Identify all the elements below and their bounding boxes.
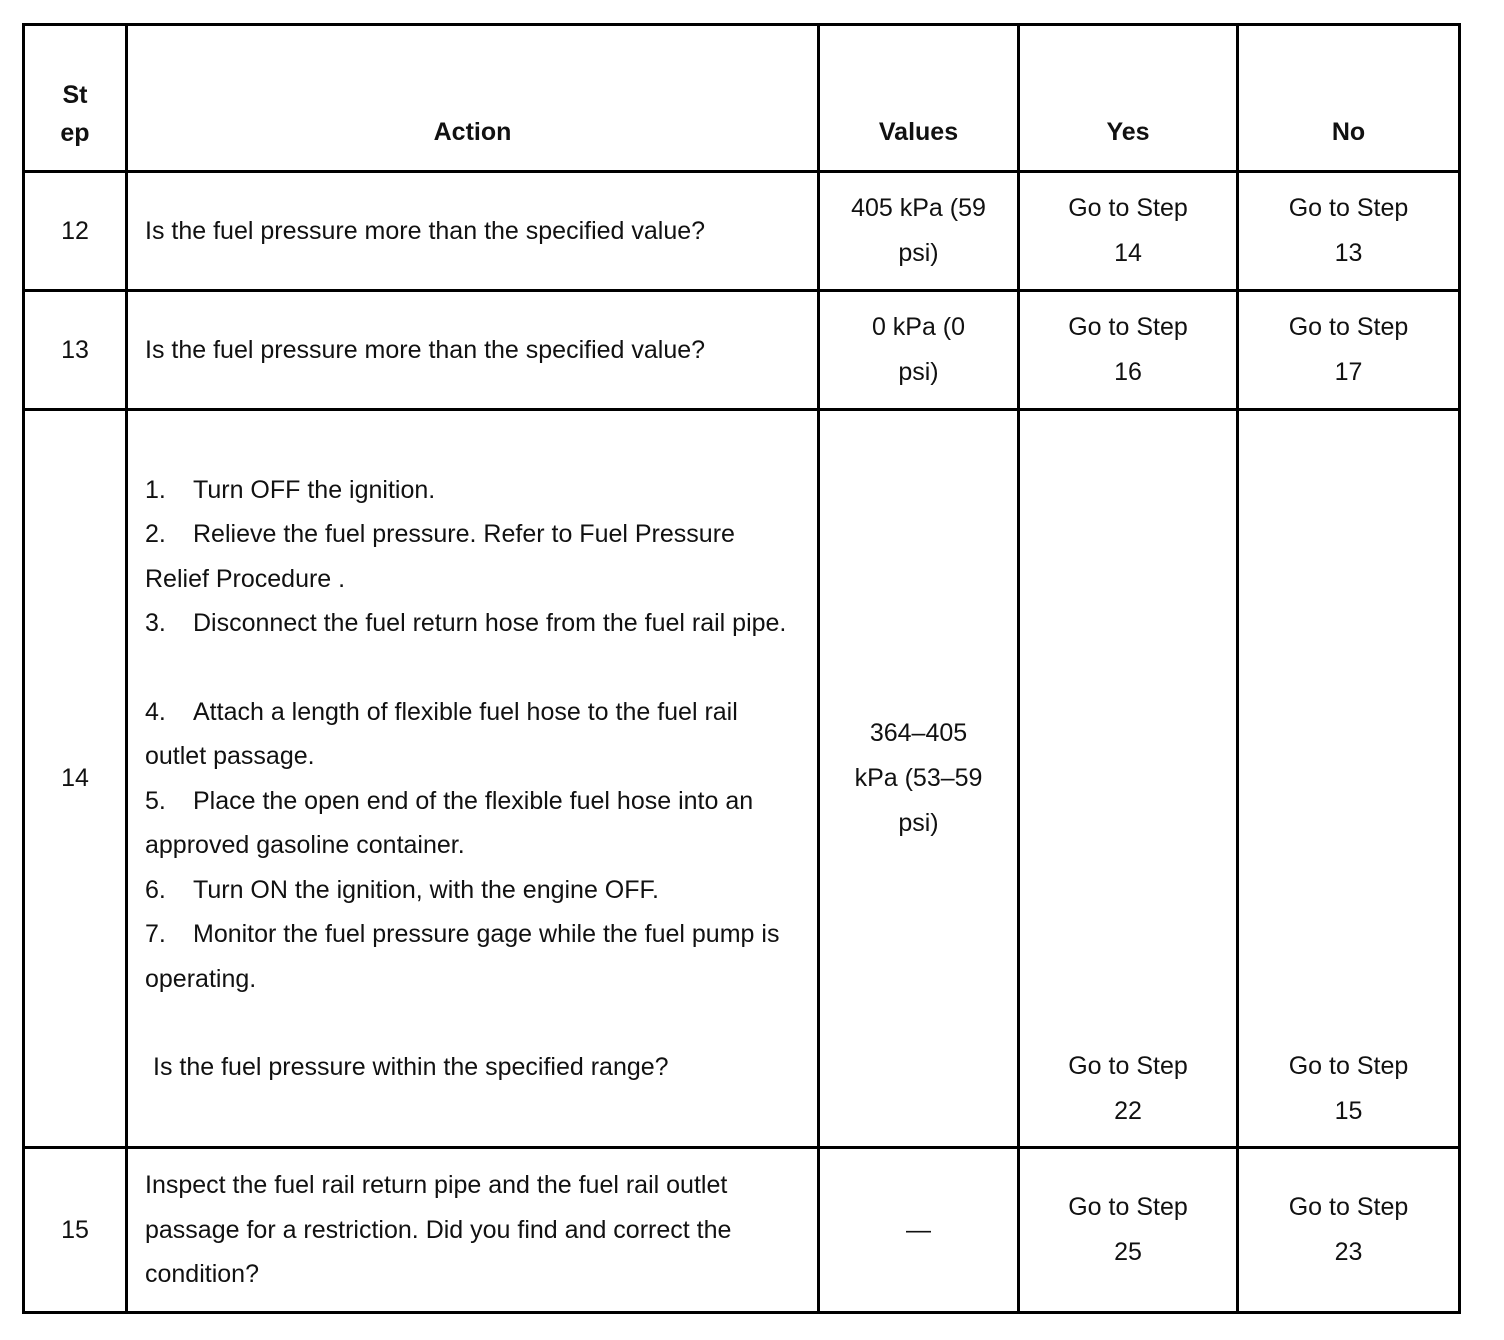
table-row: [24, 410, 1460, 1148]
header-action: Action: [127, 25, 819, 172]
header-no: No: [1238, 25, 1460, 172]
no-cell: Go to Step 23: [1238, 1148, 1460, 1313]
no-cell: Go to Step 15: [1238, 410, 1460, 1148]
substep: 7. Monitor the fuel pressure gage while the fuel pump is operating.: [145, 920, 780, 993]
values-cell: 364–405 kPa (53–59 psi): [819, 410, 1019, 1148]
question: Is the fuel pressure within the specified range?: [153, 1053, 669, 1081]
values-cell: —: [819, 1148, 1019, 1313]
header-row: [24, 25, 1460, 172]
step-number: 13: [24, 291, 127, 410]
step-number: 15: [24, 1148, 127, 1313]
yes-cell: Go to Step 16: [1019, 291, 1238, 410]
substep: 2. Relieve the fuel pressure. Refer to Fuel Pressure Relief Procedure .: [145, 520, 735, 593]
action-cell: [127, 410, 819, 1148]
substep: 6. Turn ON the ignition, with the engine OFF.: [145, 875, 659, 904]
yes-cell: Go to Step 25: [1019, 1148, 1238, 1313]
table-row: [24, 172, 1460, 291]
spacer: [145, 1001, 787, 1045]
yes-cell: Go to Step 14: [1019, 172, 1238, 291]
action-cell: Is the fuel pressure more than the specified value?: [127, 291, 819, 410]
diagnostic-table: [22, 23, 1461, 1314]
table-row: [24, 291, 1460, 410]
substep: 4. Attach a length of flexible fuel hose to the fuel rail outlet passage.: [145, 697, 738, 770]
no-cell: Go to Step 13: [1238, 172, 1460, 291]
header-yes: Yes: [1019, 25, 1238, 172]
header-step: St ep: [24, 25, 127, 172]
substep: 1. Turn OFF the ignition.: [145, 475, 436, 504]
action-cell: Inspect the fuel rail return pipe and the fuel rail outlet passage for a restriction. Did you find and correct the condition?: [127, 1148, 819, 1313]
header-values: Values: [819, 25, 1019, 172]
values-cell: 405 kPa (59 psi): [819, 172, 1019, 291]
substep: 3. Disconnect the fuel return hose from the fuel rail pipe.: [145, 609, 787, 637]
yes-cell: Go to Step 22: [1019, 410, 1238, 1148]
action-cell: Is the fuel pressure more than the specified value?: [127, 172, 819, 291]
step-number: 12: [24, 172, 127, 291]
values-cell: 0 kPa (0 psi): [819, 291, 1019, 410]
table-row: [24, 1148, 1460, 1313]
spacer: [145, 646, 787, 690]
substep: 5. Place the open end of the flexible fuel hose into an approved gasoline container.: [145, 786, 754, 859]
no-cell: Go to Step 17: [1238, 291, 1460, 410]
step-number: 14: [24, 410, 127, 1148]
